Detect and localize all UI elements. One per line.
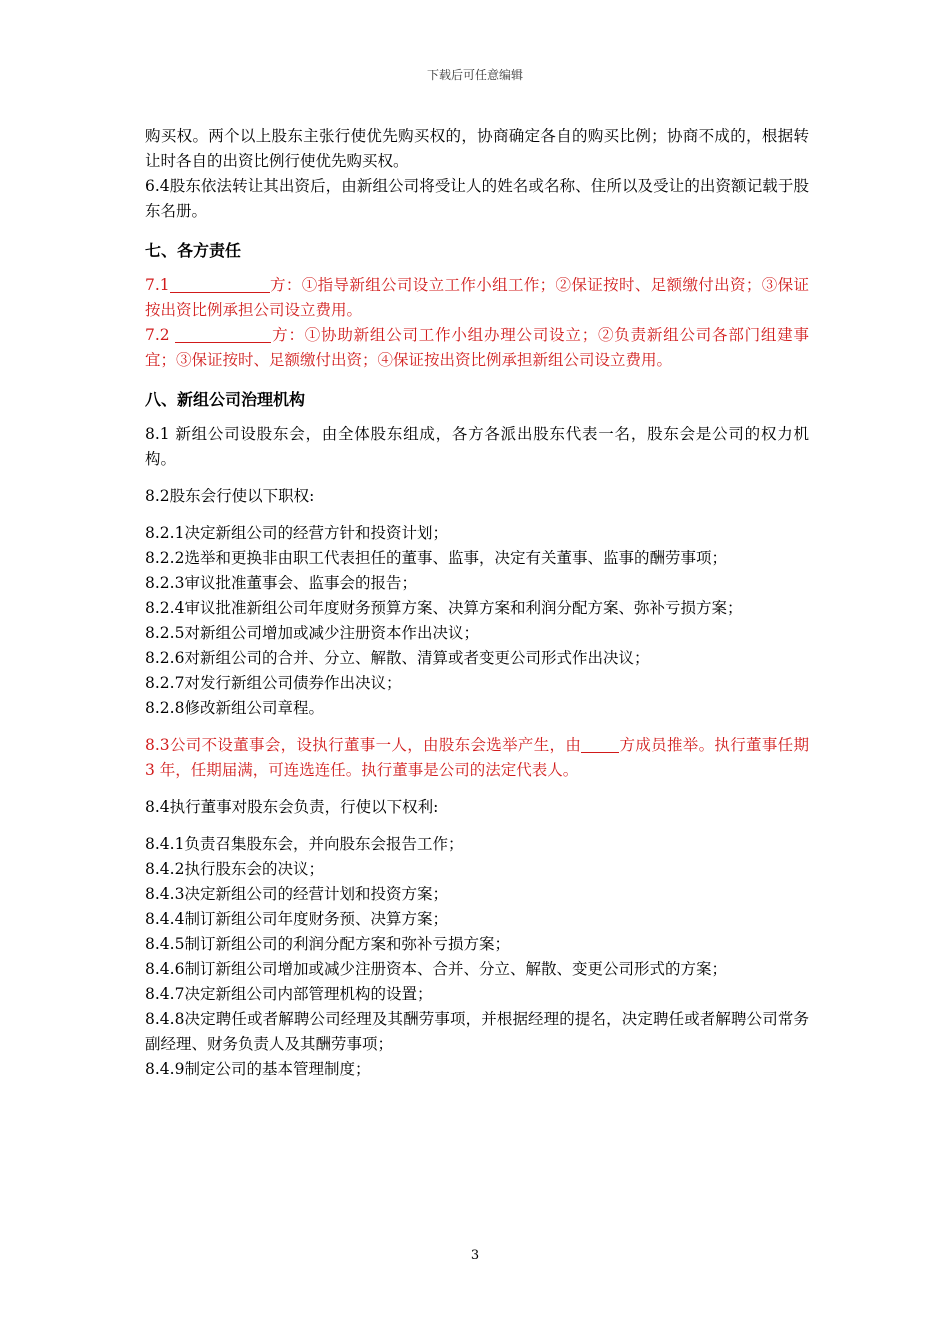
clause-8-4: 8.4执行董事对股东会负责，行使以下权利: <box>145 798 439 816</box>
paragraph: 购买权。两个以上股东主张行使优先购买权的，协商确定各自的购买比例；协商不成的，根据转让时各自的出资比例行使优先购买权。 <box>145 127 809 170</box>
clause-8-2-5: 8.2.5对新组公司增加或减少注册资本作出决议； <box>145 624 479 642</box>
clause-text: 方成员推举。执行董事任期 3 年，任期届满，可连选连任。执行董事是公司的法定代表人。 <box>145 736 809 779</box>
page-header: 下载后可任意编辑 <box>426 68 523 82</box>
clause-8-2-7: 8.2.7对发行新组公司债券作出决议； <box>145 674 402 692</box>
clause-8-4-6: 8.4.6制订新组公司增加或减少注册资本、合并、分立、解散、变更公司形式的方案； <box>145 960 727 978</box>
document-body <box>145 124 809 1082</box>
clause-8-4-1: 8.4.1负责召集股东会，并向股东会报告工作； <box>145 835 464 853</box>
clause-8-1: 8.1 新组公司设股东会，由全体股东组成，各方各派出股东代表一名，股东会是公司的权力机构。 <box>145 425 809 468</box>
clause-8-2-4: 8.2.4审议批准新组公司年度财务预算方案、决算方案和利润分配方案、弥补亏损方案； <box>145 599 743 617</box>
clause-6-4: 6.4股东依法转让其出资后，由新组公司将受让人的姓名或名称、住所以及受让的出资额记载于股东名册。 <box>145 177 809 220</box>
clause-8-2-3: 8.2.3审议批准董事会、监事会的报告； <box>145 574 417 592</box>
party-blank-field[interactable] <box>175 324 271 343</box>
clause-8-3 <box>145 733 809 783</box>
clause-8-2-8: 8.2.8修改新组公司章程。 <box>145 699 324 717</box>
clause-text: 8.3公司不设董事会，设执行董事一人，由股东会选举产生，由 <box>145 736 582 754</box>
clause-8-4-8: 8.4.8决定聘任或者解聘公司经理及其酬劳事项，并根据经理的提名，决定聘任或者解聘公司常务副经理、财务负责人及其酬劳事项； <box>145 1010 809 1053</box>
clause-8-4-3: 8.4.3决定新组公司的经营计划和投资方案； <box>145 885 448 903</box>
section-heading-8: 八、新组公司治理机构 <box>145 390 306 409</box>
clause-number: 7.2 <box>145 326 176 344</box>
clause-7-2 <box>145 323 809 373</box>
clause-8-2: 8.2股东会行使以下职权: <box>145 487 315 505</box>
clause-7-1 <box>145 273 809 323</box>
page-number: 3 <box>470 1248 480 1263</box>
clause-text: 方：①指导新组公司设立工作小组工作；②保证按时、足额缴付出资；③保证按出资比例承担公司设立费用。 <box>145 276 809 319</box>
clause-8-2-1: 8.2.1决定新组公司的经营方针和投资计划； <box>145 524 448 542</box>
clause-8-2-6: 8.2.6对新组公司的合并、分立、解散、清算或者变更公司形式作出决议； <box>145 649 650 667</box>
party-blank-field[interactable] <box>581 734 619 753</box>
clause-8-2-2: 8.2.2选举和更换非由职工代表担任的董事、监事，决定有关董事、监事的酬劳事项； <box>145 549 727 567</box>
section-heading-7: 七、各方责任 <box>145 241 242 260</box>
clause-8-4-4: 8.4.4制订新组公司年度财务预、决算方案； <box>145 910 448 928</box>
clause-8-4-2: 8.4.2执行股东会的决议； <box>145 860 324 878</box>
clause-text: 方：①协助新组公司工作小组办理公司设立；②负责新组公司各部门组建事宜；③保证按时、足额缴付出资；④保证按出资比例承担新组公司设立费用。 <box>145 326 809 369</box>
clause-8-4-5: 8.4.5制订新组公司的利润分配方案和弥补亏损方案； <box>145 935 510 953</box>
clause-number: 7.1 <box>145 276 170 294</box>
party-blank-field[interactable] <box>170 274 270 293</box>
clause-8-4-9: 8.4.9制定公司的基本管理制度； <box>145 1060 371 1078</box>
clause-8-4-7: 8.4.7决定新组公司内部管理机构的设置； <box>145 985 433 1003</box>
